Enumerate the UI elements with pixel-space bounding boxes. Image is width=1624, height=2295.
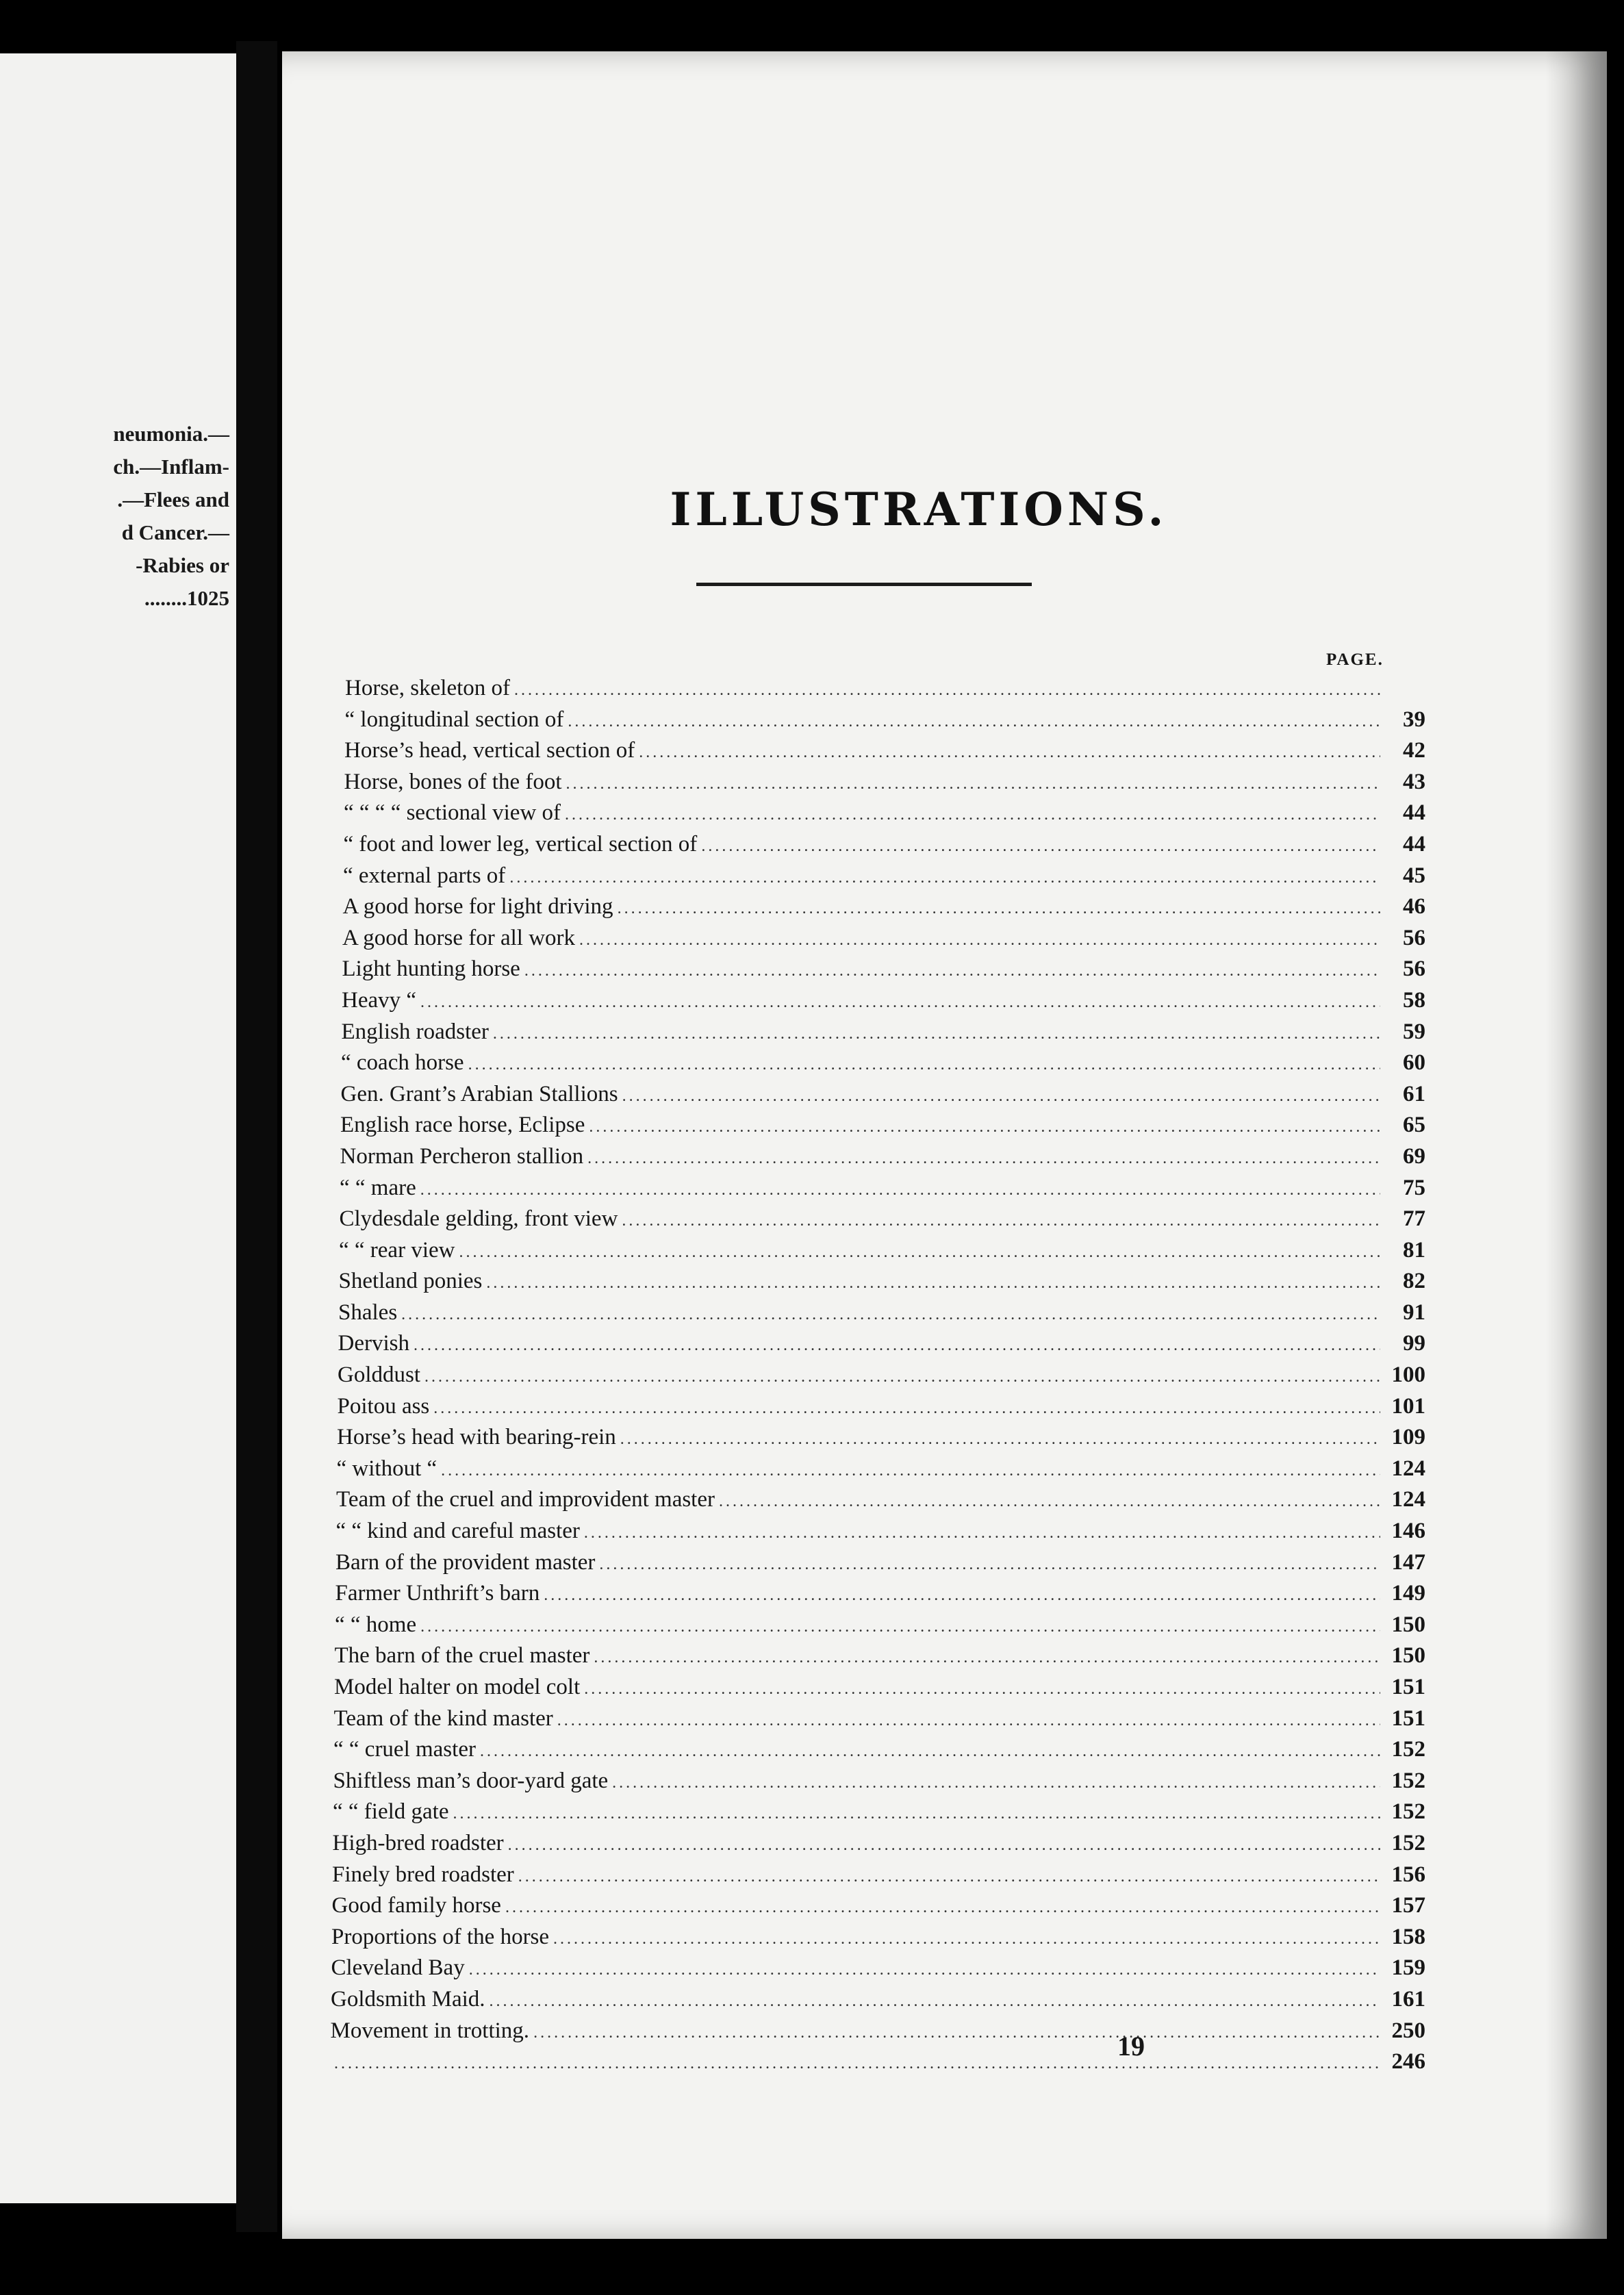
entry-title: English race horse, Eclipse bbox=[340, 1113, 585, 1138]
entry-title: Movement in trotting. bbox=[330, 2018, 530, 2043]
entry-page: 161 bbox=[1391, 1986, 1425, 2012]
dot-leader bbox=[589, 1112, 1380, 1143]
page-title: ILLUSTRATIONS. bbox=[670, 483, 1168, 536]
entry-page: 150 bbox=[1391, 1612, 1425, 1637]
dot-leader bbox=[587, 1143, 1380, 1175]
list-item bbox=[330, 1828, 1425, 1860]
entry-page: 152 bbox=[1391, 1737, 1425, 1762]
entry-title: “ “ “ “ sectional view of bbox=[344, 800, 561, 826]
list-item bbox=[330, 1484, 1425, 1516]
entry-title: Cleveland Bay bbox=[331, 1955, 465, 1981]
list-item bbox=[330, 1922, 1425, 1953]
entry-title: Horse’s head with bearing-rein bbox=[337, 1425, 616, 1450]
entry-page: 250 bbox=[1391, 2018, 1425, 2043]
entry-title: Goldsmith Maid. bbox=[331, 1986, 485, 2012]
entry-page: 156 bbox=[1391, 1862, 1425, 1887]
entry-title: Norman Percheron stallion bbox=[340, 1143, 584, 1169]
entry-page: 152 bbox=[1391, 1799, 1425, 1825]
entry-title: Good family horse bbox=[331, 1893, 501, 1918]
dot-leader bbox=[533, 2018, 1380, 2049]
list-item bbox=[330, 1578, 1425, 1610]
illustrations-list bbox=[330, 673, 1425, 2078]
dot-leader bbox=[493, 1019, 1380, 1050]
entry-title: “ foot and lower leg, vertical section of bbox=[343, 831, 698, 857]
entry-title: Team of the cruel and improvident master bbox=[336, 1487, 715, 1512]
entry-page: 149 bbox=[1391, 1581, 1425, 1606]
entry-title: “ “ field gate bbox=[333, 1799, 449, 1825]
entry-page: 124 bbox=[1391, 1456, 1425, 1481]
list-item bbox=[330, 735, 1425, 767]
entry-title: “ “ rear view bbox=[339, 1237, 455, 1263]
facing-page-line: -Rabies or bbox=[136, 553, 229, 577]
entry-page: 82 bbox=[1403, 1269, 1425, 1294]
dot-leader bbox=[490, 1986, 1380, 2018]
list-item bbox=[330, 767, 1425, 798]
entry-page: 158 bbox=[1391, 1924, 1425, 1949]
dot-leader bbox=[599, 1549, 1380, 1581]
dot-leader bbox=[334, 2049, 1380, 2080]
dot-leader bbox=[459, 1237, 1380, 1269]
entry-title: High-bred roadster bbox=[332, 1830, 504, 1855]
entry-title: “ “ mare bbox=[340, 1175, 416, 1200]
entry-title: Team of the kind master bbox=[333, 1706, 553, 1731]
entry-page: 151 bbox=[1391, 1706, 1425, 1731]
page-number: 19 bbox=[1117, 2031, 1145, 2062]
dot-leader bbox=[553, 1924, 1380, 1955]
list-item bbox=[330, 1672, 1425, 1703]
list-item bbox=[330, 1890, 1425, 1922]
entry-page: 146 bbox=[1391, 1519, 1425, 1544]
list-item bbox=[330, 1640, 1425, 1672]
entry-page: 152 bbox=[1391, 1830, 1425, 1855]
list-item bbox=[330, 1297, 1425, 1329]
list-item bbox=[330, 1391, 1425, 1423]
entry-page: 101 bbox=[1391, 1393, 1425, 1419]
dot-leader bbox=[433, 1393, 1380, 1425]
dot-leader bbox=[618, 893, 1380, 925]
entry-title: Shales bbox=[338, 1299, 398, 1325]
entry-page: 45 bbox=[1403, 863, 1425, 888]
entry-page: 56 bbox=[1403, 925, 1425, 950]
entry-title: Proportions of the horse bbox=[331, 1924, 550, 1949]
dot-leader bbox=[508, 1830, 1380, 1862]
entry-title: Clydesdale gelding, front view bbox=[339, 1206, 618, 1232]
entry-page: 46 bbox=[1403, 894, 1425, 920]
list-item bbox=[330, 1860, 1425, 1891]
dot-leader bbox=[468, 1050, 1380, 1081]
facing-page bbox=[0, 53, 236, 2203]
entry-title: Model halter on model colt bbox=[334, 1675, 581, 1699]
entry-page: 152 bbox=[1391, 1768, 1425, 1793]
entry-title: “ external parts of bbox=[343, 863, 506, 888]
dot-leader bbox=[420, 1612, 1380, 1643]
list-item bbox=[330, 1797, 1425, 1828]
dot-leader bbox=[524, 956, 1380, 987]
entry-title: Shetland ponies bbox=[338, 1269, 483, 1294]
entry-page: 65 bbox=[1403, 1113, 1425, 1138]
page-gutter bbox=[236, 41, 277, 2232]
dot-leader bbox=[518, 1862, 1380, 1893]
entry-title: Shiftless man’s door-yard gate bbox=[333, 1768, 609, 1793]
dot-leader bbox=[620, 1424, 1380, 1456]
list-item bbox=[330, 1734, 1425, 1766]
entry-page: 81 bbox=[1403, 1237, 1425, 1263]
entry-page: 42 bbox=[1403, 738, 1425, 763]
list-item bbox=[330, 2016, 1425, 2047]
list-item bbox=[330, 1048, 1425, 1079]
entry-title: Gen. Grant’s Arabian Stallions bbox=[340, 1081, 618, 1106]
entry-title: “ longitudinal section of bbox=[344, 707, 564, 732]
entry-page: 61 bbox=[1403, 1081, 1425, 1106]
entry-page: 75 bbox=[1403, 1175, 1425, 1200]
dot-leader bbox=[469, 1955, 1380, 1986]
entry-title: Farmer Unthrift’s barn bbox=[335, 1581, 540, 1606]
dot-leader bbox=[486, 1268, 1380, 1299]
dot-leader bbox=[420, 1175, 1380, 1206]
dot-leader bbox=[505, 1892, 1380, 1924]
entry-page: 150 bbox=[1391, 1643, 1425, 1669]
book-page bbox=[282, 51, 1607, 2239]
list-item bbox=[330, 705, 1425, 736]
entry-title: “ without “ bbox=[336, 1456, 437, 1481]
dot-leader bbox=[401, 1299, 1380, 1331]
dot-leader bbox=[514, 675, 1380, 707]
list-item bbox=[330, 1547, 1425, 1579]
dot-leader bbox=[424, 1362, 1380, 1393]
dot-leader bbox=[639, 737, 1380, 769]
dot-leader bbox=[441, 1456, 1380, 1487]
entry-title: “ coach horse bbox=[341, 1050, 464, 1076]
entry-page: 109 bbox=[1391, 1425, 1425, 1450]
dot-leader bbox=[719, 1486, 1380, 1518]
list-item bbox=[330, 954, 1425, 985]
entry-title: English roadster bbox=[341, 1019, 489, 1044]
entry-page: 39 bbox=[1403, 707, 1425, 732]
list-item bbox=[330, 861, 1425, 892]
list-item bbox=[330, 798, 1425, 829]
list-item bbox=[330, 829, 1425, 861]
list-item bbox=[330, 923, 1425, 954]
list-item bbox=[330, 1360, 1425, 1391]
entry-title: Barn of the provident master bbox=[335, 1549, 596, 1575]
list-item bbox=[330, 891, 1425, 923]
entry-page: 60 bbox=[1403, 1050, 1425, 1076]
entry-title: Golddust bbox=[338, 1362, 421, 1388]
dot-leader bbox=[414, 1330, 1380, 1362]
facing-page-line: d Cancer.— bbox=[121, 520, 229, 544]
title-rule bbox=[696, 583, 1032, 586]
dot-leader bbox=[568, 707, 1380, 738]
entry-title: A good horse for light driving bbox=[342, 894, 613, 920]
list-item bbox=[330, 1422, 1425, 1454]
list-item bbox=[330, 1516, 1425, 1547]
entry-page: 44 bbox=[1403, 800, 1425, 826]
dot-leader bbox=[544, 1580, 1380, 1612]
list-item bbox=[330, 1766, 1425, 1797]
entry-page: 151 bbox=[1391, 1675, 1425, 1699]
entry-page: 69 bbox=[1403, 1143, 1425, 1169]
entry-page: 43 bbox=[1403, 769, 1425, 794]
entry-page: 77 bbox=[1403, 1206, 1425, 1232]
dot-leader bbox=[622, 1081, 1380, 1113]
list-item bbox=[330, 985, 1425, 1017]
entry-title: Dervish bbox=[338, 1331, 409, 1356]
list-item bbox=[330, 1110, 1425, 1141]
list-item bbox=[330, 1984, 1425, 2016]
list-item bbox=[330, 1610, 1425, 1641]
entry-page: 91 bbox=[1403, 1299, 1425, 1325]
entry-title: The barn of the cruel master bbox=[334, 1643, 590, 1669]
facing-page-line: ch.—Inflam- bbox=[113, 455, 229, 479]
dot-leader bbox=[420, 987, 1380, 1019]
dot-leader bbox=[480, 1736, 1380, 1768]
entry-title: “ “ cruel master bbox=[333, 1737, 476, 1762]
entry-page: 157 bbox=[1391, 1893, 1425, 1918]
list-item bbox=[330, 1266, 1425, 1297]
entry-title: Heavy “ bbox=[342, 987, 417, 1013]
entry-title: “ “ kind and careful master bbox=[335, 1519, 580, 1544]
list-item bbox=[330, 1173, 1425, 1204]
facing-page-text bbox=[0, 418, 229, 615]
dot-leader bbox=[622, 1206, 1380, 1237]
entry-title: A good horse for all work bbox=[342, 925, 576, 950]
list-item bbox=[330, 1017, 1425, 1048]
dot-leader bbox=[594, 1643, 1380, 1674]
dot-leader bbox=[579, 925, 1380, 956]
entry-title: Finely bred roadster bbox=[332, 1862, 514, 1887]
list-item bbox=[330, 1204, 1425, 1235]
list-item bbox=[330, 1328, 1425, 1360]
entry-title: Poitou ass bbox=[337, 1393, 430, 1419]
entry-page: 147 bbox=[1391, 1549, 1425, 1575]
page-shadow bbox=[1545, 51, 1607, 2239]
list-item bbox=[330, 1141, 1425, 1173]
facing-page-line: ........1025 bbox=[144, 586, 229, 610]
facing-page-line: neumonia.— bbox=[113, 422, 229, 446]
entry-title: Horse’s head, vertical section of bbox=[344, 738, 635, 763]
list-item bbox=[330, 673, 1425, 705]
entry-page: 58 bbox=[1403, 987, 1425, 1013]
dot-leader bbox=[565, 800, 1380, 831]
dot-leader bbox=[584, 1674, 1380, 1706]
list-item bbox=[330, 2046, 1425, 2078]
entry-title: Horse, skeleton of bbox=[345, 676, 511, 700]
facing-page-line: .—Flees and bbox=[117, 487, 229, 511]
dot-leader bbox=[612, 1768, 1380, 1799]
entry-title: “ “ home bbox=[335, 1612, 417, 1637]
entry-page: 99 bbox=[1403, 1331, 1425, 1356]
list-item bbox=[330, 1079, 1425, 1111]
list-item bbox=[330, 1454, 1425, 1485]
entry-page: 44 bbox=[1403, 831, 1425, 857]
entry-page: 159 bbox=[1391, 1955, 1425, 1981]
entry-title: Light hunting horse bbox=[342, 956, 520, 982]
entry-page: 59 bbox=[1403, 1019, 1425, 1044]
list-item bbox=[330, 1953, 1425, 1984]
list-item bbox=[330, 1235, 1425, 1267]
entry-title: Horse, bones of the foot bbox=[344, 769, 562, 794]
list-item bbox=[330, 1703, 1425, 1735]
dot-leader bbox=[566, 769, 1380, 800]
dot-leader bbox=[584, 1518, 1380, 1549]
dot-leader bbox=[701, 831, 1380, 863]
entry-page: 100 bbox=[1391, 1362, 1425, 1388]
dot-leader bbox=[509, 863, 1380, 894]
entry-page: 56 bbox=[1403, 956, 1425, 982]
dot-leader bbox=[453, 1799, 1380, 1830]
dot-leader bbox=[557, 1706, 1380, 1737]
entry-page: 124 bbox=[1391, 1487, 1425, 1512]
entry-page: 246 bbox=[1391, 2049, 1425, 2075]
page-column-label: PAGE. bbox=[1326, 650, 1384, 669]
